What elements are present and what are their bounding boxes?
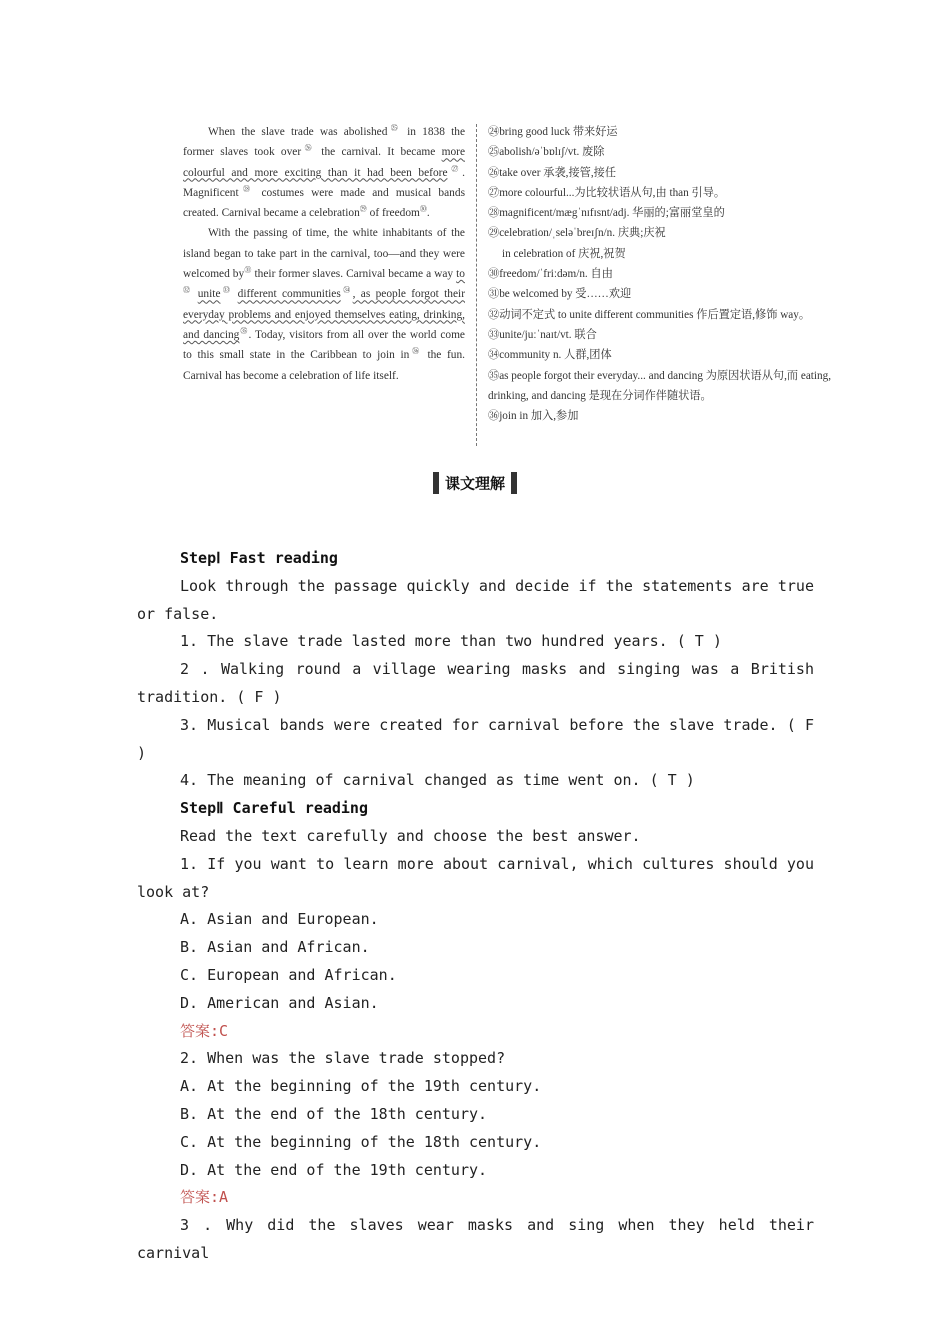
step-title: StepⅠ Fast reading (180, 549, 338, 567)
passage-text-run: of freedom (366, 207, 420, 220)
wavy-underlined-text: to (456, 268, 465, 281)
answer: 答案:A (180, 1188, 229, 1207)
wavy-underlined-text: different communities (237, 288, 341, 301)
note-item: ㉟as people forgot their everyday... and dancing 为原因状语从句,而 eating, drinking, and dancing 是现在分词作伴随状语。 (488, 369, 831, 402)
note-item: ㉚freedom/ˈfriːdəm/n. 自由 (488, 268, 613, 281)
note-marker: ㉙ (359, 205, 367, 214)
answer: 答案:C (180, 1021, 229, 1040)
note-item: ㉖take over 承袭,接管,接任 (488, 166, 617, 179)
question: 3 . Why did the slaves wear masks and sing when they held their carnival (137, 1216, 814, 1262)
note-marker: ㉛ (244, 266, 252, 275)
note-marker: ㉞ (340, 286, 353, 295)
note-marker: ㉝ (220, 286, 233, 295)
passage-paragraph-1 (183, 122, 465, 223)
passage-text-run: . Magnificent (183, 166, 465, 199)
note-item: ㉘magnificent/mægˈnɪfɪsnt/adj. 华丽的;富丽堂皇的 (488, 207, 725, 220)
note-item: ㉕abolish/əˈbɒlɪʃ/vt. 废除 (488, 146, 605, 159)
section-heading (0, 472, 950, 494)
note-marker: ㉟ (239, 327, 249, 336)
passage-text-run: When the slave trade was abolished (208, 126, 388, 138)
statement-item: 3. Musical bands were created for carnival before the slave trade. ( F ) (137, 715, 814, 762)
note-item: ㉔bring good luck 带来好运 (488, 126, 618, 138)
note-item: ㉜动词不定式 to unite different communities 作后置定语,修饰 way。 (488, 308, 811, 321)
passage-text-run: . Today, visitors from all over the world come to this small state in the Caribbean to join in (183, 328, 465, 362)
note-item: ㉙celebration/ˌseləˈbreɪʃn/n. 庆典;庆祝 (488, 227, 666, 240)
note-marker: ㉚ (419, 205, 427, 214)
passage-text-run: the fun. Carnival has become a celebration of life itself. (183, 349, 465, 382)
question: 1. If you want to learn more about carnival, which cultures should you look at? (137, 854, 814, 901)
statement-item: 1. The slave trade lasted more than two hundred years. ( T ) (180, 632, 722, 651)
passage-text-run: With the passing of time, the white inhabitants of the island began to take part in the carnival, too—and they were welcomed by (183, 227, 465, 281)
option: A. Asian and European. (180, 910, 379, 929)
option: B. At the end of the 18th century. (180, 1104, 488, 1123)
option: B. Asian and African. (180, 938, 370, 957)
statement-item: 2 . Walking round a village wearing masks and singing was a British tradition. ( F ) (137, 660, 814, 706)
note-item: ㉗more colourful...为比较状语从句,由 than 引导。 (488, 186, 726, 199)
vocabulary-notes (488, 122, 850, 426)
instruction: Look through the passage quickly and decide if the statements are true or false. (137, 576, 814, 623)
note-item: ㉝unite/juːˈnaɪt/vt. 联合 (488, 328, 597, 341)
passage-text-run: in 1838 the former slaves took over (183, 126, 466, 159)
note-marker: ㉘ (238, 185, 255, 194)
note-marker: ㉖ (301, 144, 316, 153)
exercise-section (137, 545, 814, 1268)
reading-passage-section (183, 122, 847, 444)
note-marker: ㉗ (447, 164, 463, 173)
passage-text-run: their former slaves. Carnival became a way (251, 268, 457, 281)
heading-bar-left (433, 472, 439, 494)
question: 2. When was the slave trade stopped? (180, 1049, 506, 1068)
instruction: Read the text carefully and choose the best answer. (180, 826, 641, 845)
option: D. At the end of the 19th century. (180, 1160, 488, 1179)
statement-item: 4. The meaning of carnival changed as time went on. ( T ) (180, 771, 695, 790)
passage-text-run: the carnival. It became (315, 146, 442, 159)
wavy-underlined-text: , as people forgot their everyday problems and enjoyed themselves eating, drinking, and dancing (183, 288, 465, 341)
note-item: in celebration of 庆祝,祝贺 (502, 247, 626, 260)
section-heading-text: 课文理解 (444, 474, 505, 493)
column-divider (476, 124, 477, 446)
note-item: ㊱join in 加入,参加 (488, 410, 579, 423)
note-marker: ㉜ (183, 286, 193, 295)
passage-text-run: . (426, 207, 430, 220)
note-marker: ㉕ (387, 124, 401, 133)
note-item: ㉛be welcomed by 受……欢迎 (488, 288, 632, 301)
wavy-underlined-text: unite (197, 288, 221, 301)
heading-bar-right (511, 472, 517, 494)
wavy-underlined-text: more colourful and more exciting than it had been before (183, 146, 465, 179)
option: A. At the beginning of the 19th century. (180, 1077, 542, 1096)
note-item: ㉞community n. 人群,团体 (488, 349, 612, 362)
note-marker: ㊱ (409, 347, 422, 356)
option: C. European and African. (180, 965, 397, 984)
passage-paragraph-2 (183, 223, 465, 385)
passage-text (183, 122, 465, 386)
passage-text-run: costumes were made and musical bands created. Carnival became a celebration (183, 186, 465, 220)
option: C. At the beginning of the 18th century. (180, 1132, 542, 1151)
option: D. American and Asian. (180, 993, 379, 1012)
step-title: StepⅡ Careful reading (180, 799, 368, 818)
